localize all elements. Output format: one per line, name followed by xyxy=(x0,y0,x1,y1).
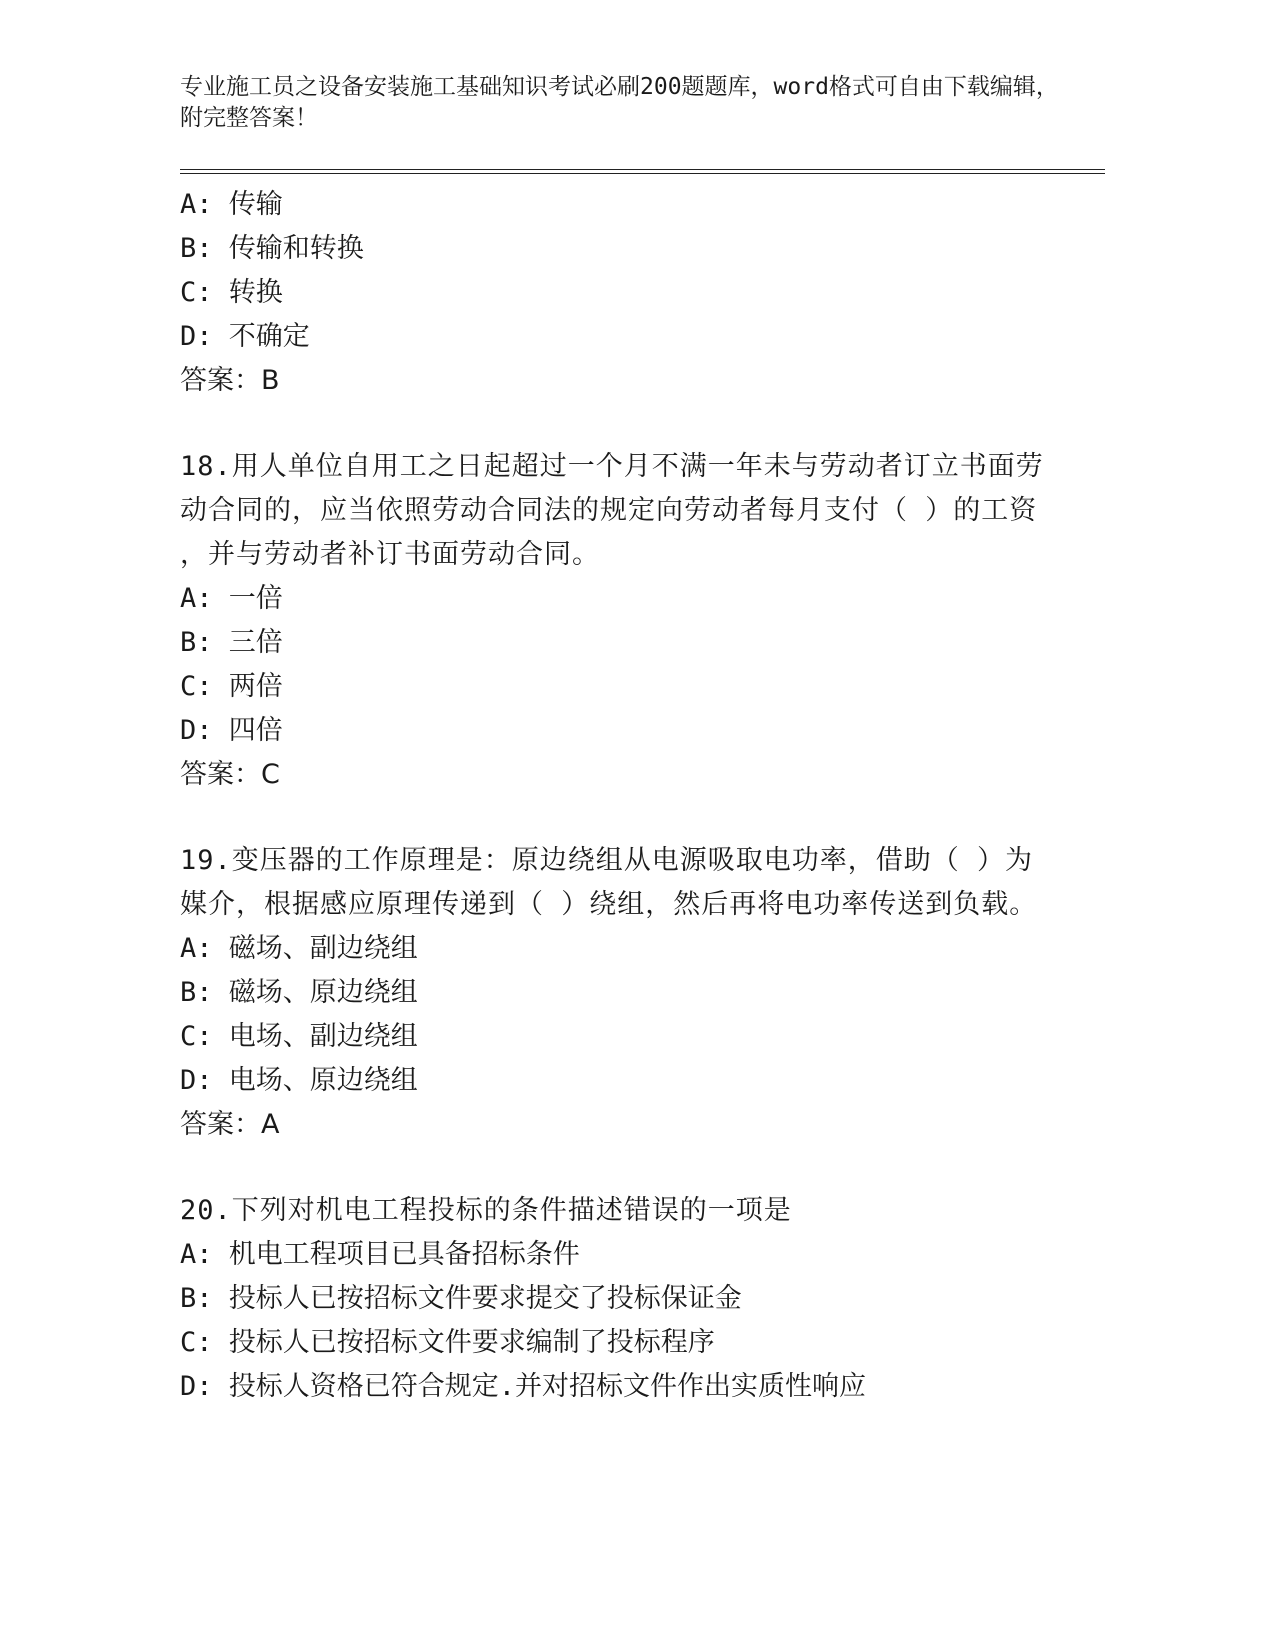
option-c: C: 投标人已按招标文件要求编制了投标程序 xyxy=(180,1327,715,1358)
question-20 xyxy=(180,1189,1040,1409)
question-18-answer: 答案：C xyxy=(180,759,280,790)
question-20-stem-line: 20.下列对机电工程投标的条件描述错误的一项是 xyxy=(180,1195,792,1226)
option-b: B: 磁场、原边绕组 xyxy=(180,977,418,1008)
question-18-stem-line: ，并与劳动者补订书面劳动合同。 xyxy=(180,539,600,570)
question-19-answer: 答案：A xyxy=(180,1109,280,1140)
spacer xyxy=(180,403,1040,445)
question-18-stem-line: 18.用人单位自用工之日起超过一个月不满一年未与劳动者订立书面劳 xyxy=(180,451,1044,482)
option-c: C: 两倍 xyxy=(180,671,283,702)
option-a: A: 传输 xyxy=(180,189,283,220)
question-19-stem-line: 媒介，根据感应原理传递到（ ）绕组，然后再将电功率传送到负载。 xyxy=(180,889,1038,920)
question-18-stem-line: 动合同的，应当依照劳动合同法的规定向劳动者每月支付（ ）的工资 xyxy=(180,495,1038,526)
option-a: A: 磁场、副边绕组 xyxy=(180,933,418,964)
option-d: D: 投标人资格已符合规定.并对招标文件作出实质性响应 xyxy=(180,1371,867,1402)
header-divider-bottom xyxy=(180,173,1105,174)
spacer xyxy=(180,1147,1040,1189)
document-header: 专业施工员之设备安装施工基础知识考试必刷200题题库，word格式可自由下载编辑，附完整答案！ xyxy=(180,74,1059,131)
option-d: D: 不确定 xyxy=(180,321,310,352)
option-c: C: 转换 xyxy=(180,277,283,308)
option-d: D: 四倍 xyxy=(180,715,283,746)
option-d: D: 电场、原边绕组 xyxy=(180,1065,418,1096)
option-c: C: 电场、副边绕组 xyxy=(180,1021,418,1052)
question-18 xyxy=(180,445,1044,797)
question-content xyxy=(180,183,1044,1409)
option-a: A: 机电工程项目已具备招标条件 xyxy=(180,1239,580,1270)
option-b: B: 传输和转换 xyxy=(180,233,364,264)
question-19-stem-line: 19.变压器的工作原理是：原边绕组从电源吸取电功率，借助（ ）为 xyxy=(180,845,1034,876)
option-b: B: 投标人已按招标文件要求提交了投标保证金 xyxy=(180,1283,742,1314)
question-19 xyxy=(180,839,1040,1147)
option-a: A: 一倍 xyxy=(180,583,283,614)
spacer xyxy=(180,797,1040,839)
question-17-answer: 答案：B xyxy=(180,365,280,396)
question-17-options xyxy=(180,183,1040,359)
option-b: B: 三倍 xyxy=(180,627,283,658)
header-divider-top xyxy=(180,169,1105,170)
